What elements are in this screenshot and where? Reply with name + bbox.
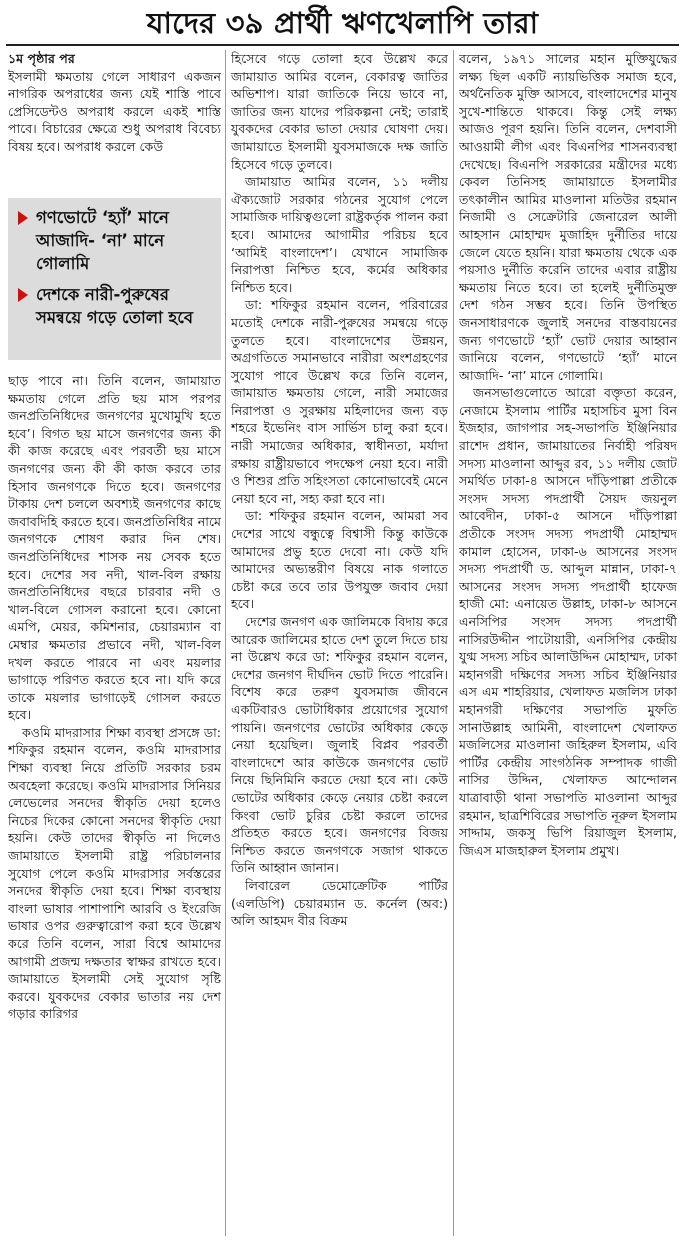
column-divider xyxy=(453,50,454,1236)
body-paragraph: বলেন, ১৯৭১ সালের মহান মুক্তিযুদ্ধের লক্ষ্য ছিল একটি ন্যায়ভিত্তিক সমাজ হবে, অর্থনৈতিক মুক্তি আসবে, বাংলাদেশের মানুষ সুখে-শান্তিতে থাকবে। কিন্তু সেই লক্ষ্য আজও পূরণ হয়নি। তিনি বলেন, দেশবাসী আওয়ামী লীগ এবং বিএনপির শাসনব্যবস্থা দেখেছে। বিএনপি সরকারের মন্ত্রীদের মধ্যে কেবল তিনিসহ জামায়াতে ইসলামীর তৎকালীন আমির মাওলানা মতিউর রহমান নিজামী ও সেক্রেটারি জেনারেল আলী আহসান মোহাম্মদ মুজাহিদ দুর্নীতির দায়ে জেলে যেতে হয়নি। যারা ক্ষমতায় থেকে এক পয়সাও দুর্নীতি করেনি তাদের এবার রাষ্ট্রীয় ক্ষমতায় নিতে হবে। তা হলেই দুর্নীতিমুক্ত দেশ গঠন সম্ভব হবে। তিনি উপস্থিত জনসাধারণকে জুলাই সনদের বাস্তবায়নের জন্য গণভোটে ‘হ্যাঁ’ ভোট দেয়ার আহ্বান জানিয়ে বলেন, গণভোটে ‘হ্যাঁ’ মানে আজাদি- ‘না’ মানে গোলামি। xyxy=(459,51,677,383)
body-paragraph: হিসেবে গড়ে তোলা হবে উল্লেখ করে জামায়াত আমির বলেন, বেকারত্ব জাতির অভিশাপ। যারা জাতিকে নিয়ে ভাবে না, জাতির জন্য যাদের পরিকল্পনা নেই; তারাই যুবকদের বেকার ভাতা দেয়ার ঘোষণা দেয়। জামায়াতে ইসলামী যুবসমাজকে দক্ষ জাতি হিসেবে গড়ে তুলবে। xyxy=(231,51,448,172)
body-paragraph: কওমি মাদরাসার শিক্ষা ব্যবস্থা প্রসঙ্গে ডা: শফিকুর রহমান বলেন, কওমি মাদরাসার শিক্ষা ব্যবস্থা নিয়ে প্রতিটি সরকার চরম অবহেলা করেছে। কওমি মাদরাসার সিনিয়র লেভেলের সনদের স্বীকৃতি দেয়া হলেও নিচের দিকের কোনো সনদের স্বীকৃতি দেয়া হয়নি। কেউ তাদের স্বীকৃতি না দিলেও জামায়াতে ইসলামী রাষ্ট্র পরিচালনার সুযোগ পেলে কওমি মাদরাসার সর্বস্তরের সনদের স্বীকৃতি দেয়া হবে। শিক্ষা ব্যবস্থায় বাংলা ভাষার পাশাপাশি আরবি ও ইংরেজি ভাষার ওপর গুরুত্বারোপ করা হবে উল্লেখ করে তিনি বলেন, সারা বিশ্বে আমাদের আগামী প্রজন্ম দক্ষতার স্বাক্ষর রাখতে হবে। জামায়াতে ইসলামী সেই সুযোগ সৃষ্টি করবে। যুবকদের বেকার ভাতার নয় দেশ গড়ার কারিগর xyxy=(8,724,221,1022)
continued-label: ১ম পৃষ্ঠার পর xyxy=(8,51,75,66)
column-divider xyxy=(225,50,226,1236)
body-paragraph: ডা: শফিকুর রহমান বলেন, আমরা সব দেশের সাথে বন্ধুত্বে বিশ্বাসী কিন্তু কাউকে আমাদের প্রভু হতে দেবো না। কেউ যদি আমাদের অভ্যন্তরীণ বিষয়ে নাক গলাতে চেষ্টা করে তবে তার উপযুক্ত জবাব দেয়া হবে। xyxy=(231,508,448,612)
highlight-item xyxy=(16,206,213,275)
body-paragraph: জামায়াত আমির বলেন, ১১ দলীয় ঐক্যজোট সরকার গঠনের সুযোগ পেলে সামাজিক দায়িত্বগুলো রাষ্ট্রকর্তৃক পালন করা হবে। আমাদের আগামীর পরিচয় হবে ‘আমিই বাংলাদেশ’। যেখানে সামাজিক নিরাপত্তা নিশ্চিত হবে, কর্মের অধিকার নিশ্চিত হবে। xyxy=(231,174,448,295)
column-1-top xyxy=(8,50,221,190)
article-intro-paragraph xyxy=(8,50,221,156)
body-paragraph: ছাড় পাবে না। তিনি বলেন, জামায়াত ক্ষমতায় গেলে প্রতি ছয় মাস পরপর জনপ্রতিনিধিদের জনগণের মুখোমুখি হতে হবে’। বিগত ছয় মাসে জনগণের জন্য কী কী কাজ করেছে এবং পরবর্তী ছয় মাসে জনগণের জন্য কী কী কাজ করবে তার হিসাব জনগণকে দিতে হবে। জনগণের টাকায় দেশ চললে অবশ্যই জনগণের কাছে জবাবদিহি করতে হবে। জনপ্রতিনিধির নামে জনগণকে শোষণ করার দিন শেষ। জনপ্রতিনিধিদের শাসক নয় সেবক হতে হবে। দেশের সব নদী, খাল-বিল রক্ষায় জনপ্রতিনিধিদের বছরে চারবার নদী ও খাল-বিলে গোসল করানো হবে। কোনো এমপি, মেয়র, কমিশনার, চেয়ারম্যান বা মেম্বার ক্ষমতার প্রভাবে নদী, খাল-বিল দখল করতে পারবে না এবং ময়লার ভাগাড়ে পরিণত করতে হবে না। যদি করে তাকে ময়লার ভাগাড়েই গোসল করতে হবে। xyxy=(8,373,221,723)
highlight-callout-box xyxy=(8,198,221,360)
highlight-item xyxy=(16,283,213,329)
triangle-bullet-icon xyxy=(18,288,28,302)
headline-rule xyxy=(6,44,679,46)
column-1-body xyxy=(8,372,221,1236)
column-1-top-text: ইসলামী ক্ষমতায় গেলে সাধারণ একজন নাগরিক অপরাধের জন্য যেই শাস্তি পাবে প্রেসিডেন্টও অপরাধ করলে একই শাস্তি পাবে। বিচারের ক্ষেত্রে শুধু অপরাধ বিবেচ্য বিষয় হবে। অপরাধ করলে কেউ xyxy=(8,68,221,154)
headline: যাদের ৩৯ প্রার্থী ঋণখেলাপি তারা xyxy=(146,6,539,40)
highlight-text: গণভোটে ‘হ্যাঁ’ মানে আজাদি- ‘না’ মানে গোলামি xyxy=(36,208,169,273)
triangle-bullet-icon xyxy=(18,211,28,225)
body-paragraph: দেশের জনগণ এক জালিমকে বিদায় করে আরেক জালিমের হাতে দেশ তুলে দিতে চায় না উল্লেখ করে ডা: শফিকুর রহমান বলেন, দেশের জনগণ দীর্ঘদিন ভোট দিতে পারেনি। বিশেষ করে তরুণ যুবসমাজ জীবনে একটিবারও ভোটাধিকার প্রয়োগের সুযোগ পায়নি। জনগণের ভোটের অধিকার কেড়ে নেয়া হয়েছিল। জুলাই বিপ্লব পরবর্তী বাংলাদেশে আর কাউকে জনগণের ভোট নিয়ে ছিনিমিনি করতে দেয়া হবে না। কেউ ভোটের অধিকার কেড়ে নেয়ার চেষ্টা করলে কিংবা ভোট চুরির চেষ্টা করলে তাদের প্রতিহত করতে হবে। জনগণের বিজয় নিশ্চিত করতে জনগণকে সজাগ থাকতে তিনি আহ্বান জানান। xyxy=(231,614,448,876)
column-3-body xyxy=(459,50,677,1236)
body-paragraph: লিবারেল ডেমোক্রেটিক পার্টির (এলডিপি) চেয়ারম্যান ড. কর্নেল (অব:) অলি আহমদ বীর বিক্রম xyxy=(231,877,448,929)
column-2-body xyxy=(231,50,448,1236)
highlight-text: দেশকে নারী-পুরুষের সমন্বয়ে গড়ে তোলা হবে xyxy=(36,285,194,327)
body-paragraph: জনসভাগুলোতে আরো বক্তৃতা করেন, নেজামে ইসলাম পার্টির মহাসচিব মুসা বিন ইজহার, জাগপার সহ-সভাপতি ইঞ্জিনিয়ার রাশেদ প্রধান, জামায়াতের নির্বাহী পরিষদ সদস্য মাওলানা আব্দুর রব, ১১ দলীয় জোট সমর্থিত ঢাকা-৪ আসনে দাঁড়িপাল্লা প্রতীকে সংসদ সদস্য পদপ্রার্থী সৈয়দ জয়নুল আবেদীন, ঢাকা-৫ আসনে দাঁড়িপাল্লা প্রতীকে সংসদ সদস্য পদপ্রার্থী মোহাম্মদ কামাল হোসেন, ঢাকা-৬ আসনের সংসদ সদস্য পদপ্রার্থী ড. আব্দুল মান্নান, ঢাকা-৭ আসনের সংসদ সদস্য পদপ্রার্থী হাফেজ হাজী মো: এনায়েত উল্লাহ, ঢাকা-৮ আসনে এনসিপির সংসদ সদস্য পদপ্রার্থী নাসিরউদ্দীন পাটোয়ারী, এনসিপির কেন্দ্রীয় যুগ্ম সদস্য সচিব আলাউদ্দিন মোহাম্মদ, ঢাকা মহানগরী দক্ষিণের সদস্য সচিব ইঞ্জিনিয়ার এস এম শাহরিয়ার, খেলাফত মজলিস ঢাকা মহানগরী দক্ষিণের সভাপতি মুফতি সানাউল্লাহ আমিনী, বাংলাদেশ খেলাফত মজলিসের মাওলানা জহিরুল ইসলাম, এবি পার্টির কেন্দ্রীয় সাংগঠনিক সম্পাদক গাজী নাসির উদ্দিন, খেলাফত আন্দোলন যাত্রাবাড়ী থানা সভাপতি মাওলানা আব্দুর রহমান, ছাত্রশিবিরের সভাপতি নূরুল ইসলাম সাদ্দাম, জকসু ভিপি রিয়াজুল ইসলাম, জিএস মাজহারুল ইসলাম প্রমুখ। xyxy=(459,385,677,858)
body-paragraph: ডা: শফিকুর রহমান বলেন, পরিবারের মতোই দেশকে নারী-পুরুষের সমন্বয়ে গড়ে তুলতে হবে। বাংলাদেশের উন্নয়ন, অগ্রগতিতে সমানভাবে নারীরা অংশগ্রহণের সুযোগ পাবে উল্লেখ করে তিনি বলেন, জামায়াত ক্ষমতায় গেলে, নারী সমাজের নিরাপত্তা ও সুরক্ষায় মহিলাদের জন্য বড় শহরে ইভেনিং বাস সার্ভিস চালু করা হবে। নারী সমাজের অধিকার, স্বাধীনতা, মর্যাদা রক্ষায় রাষ্ট্রীয়ভাবে পদক্ষেপ নেয়া হবে। নারী ও শিশুর প্রতি সহিংসতা কোনোভাবেই মেনে নেয়া হবে না, সহ্য করা হবে না। xyxy=(231,297,448,506)
